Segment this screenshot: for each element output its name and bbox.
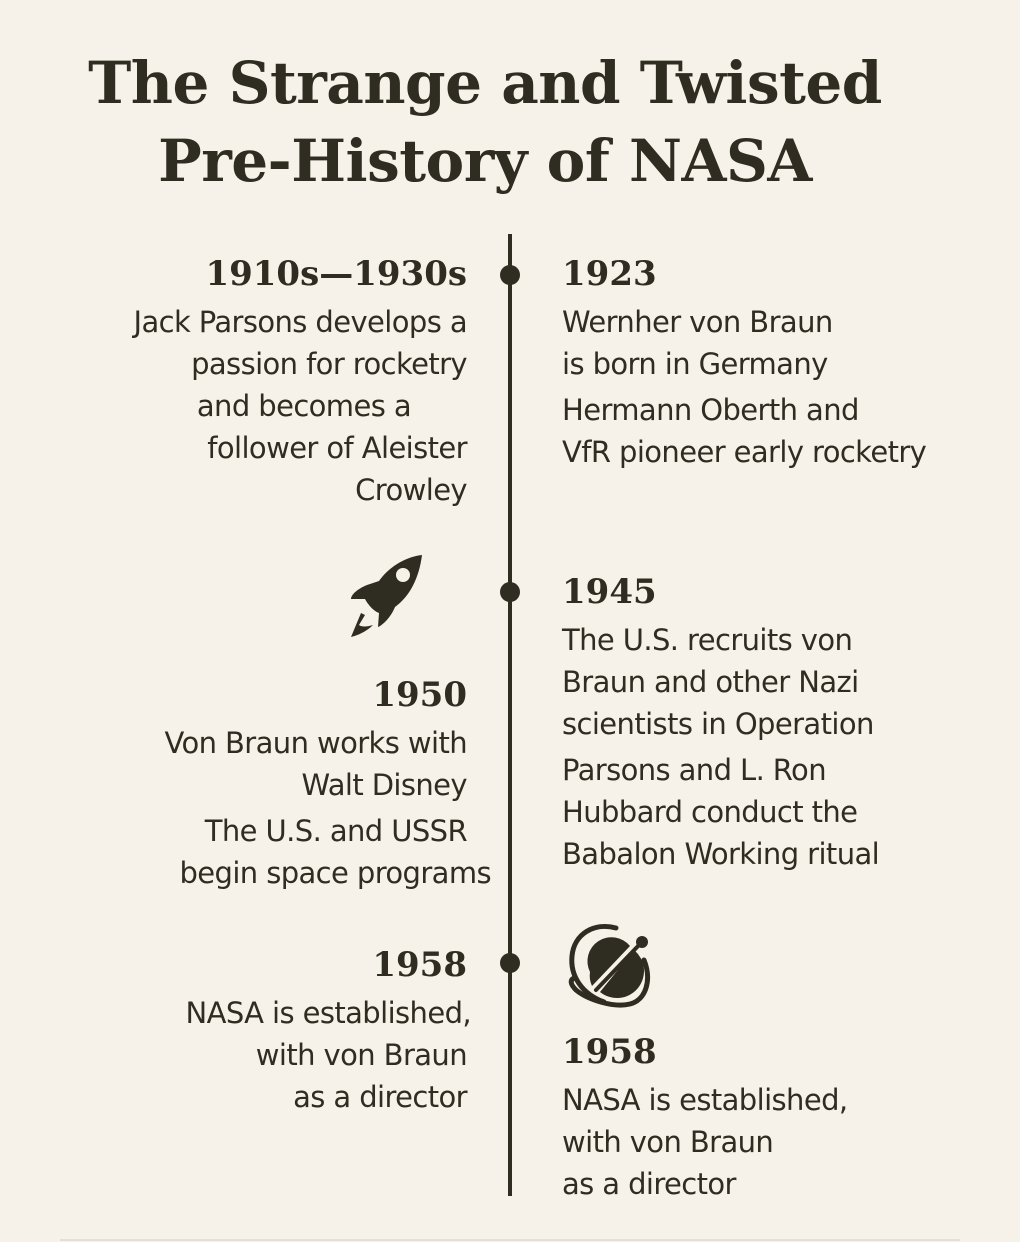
desc-line: scientists in Operation bbox=[562, 707, 874, 741]
title-line-1: The Strange and Twisted bbox=[88, 49, 882, 117]
desc-line: NASA is established, bbox=[185, 996, 471, 1030]
desc-line: passion for rocketry bbox=[191, 347, 467, 381]
event-1923 bbox=[562, 253, 926, 473]
desc-line: Hubbard conduct the bbox=[562, 795, 858, 829]
desc-line: The U.S. and USSR bbox=[204, 814, 467, 848]
desc-line: Crowley bbox=[355, 473, 467, 507]
event-description bbox=[562, 301, 926, 473]
desc-line: is born in Germany bbox=[562, 347, 828, 381]
event-1945 bbox=[562, 571, 879, 875]
timeline-axis bbox=[508, 234, 512, 1196]
page-title bbox=[0, 44, 970, 200]
desc-line: Wernher von Braun bbox=[562, 305, 833, 339]
desc-line: as a director bbox=[562, 1167, 736, 1201]
event-description bbox=[562, 619, 879, 875]
event-description bbox=[134, 301, 467, 511]
timeline-dot-1945 bbox=[500, 582, 520, 602]
event-year: 1945 bbox=[562, 572, 657, 612]
planet-orbit-icon bbox=[560, 920, 660, 1010]
desc-line: Jack Parsons develops a bbox=[133, 305, 467, 339]
event-description bbox=[164, 722, 491, 894]
desc-line: Babalon Working ritual bbox=[562, 837, 880, 871]
event-description bbox=[185, 992, 471, 1118]
event-year: 1923 bbox=[562, 254, 657, 294]
event-1958-left bbox=[185, 944, 471, 1118]
bottom-divider bbox=[60, 1239, 960, 1241]
desc-line: VfR pioneer early rocketry bbox=[562, 435, 927, 469]
title-line-2: Pre-History of NASA bbox=[158, 127, 812, 195]
timeline-dot-1958 bbox=[500, 953, 520, 973]
desc-line: NASA is established, bbox=[562, 1083, 848, 1117]
desc-line: with von Braun bbox=[255, 1038, 467, 1072]
timeline-dot-1923 bbox=[500, 265, 520, 285]
desc-line: as a director bbox=[293, 1080, 467, 1114]
desc-line: Braun and other Nazi bbox=[562, 665, 859, 699]
event-1958-right bbox=[562, 1031, 848, 1205]
desc-line: begin space programs bbox=[179, 856, 491, 890]
desc-line: and becomes a bbox=[196, 389, 411, 423]
desc-line: Von Braun works with bbox=[164, 726, 467, 760]
desc-line: follower of Aleister bbox=[207, 431, 467, 465]
event-year: 1910s—1930s bbox=[205, 254, 467, 294]
desc-line: Walt Disney bbox=[301, 768, 467, 802]
desc-line: Parsons and L. Ron bbox=[562, 753, 826, 787]
rocket-icon bbox=[345, 553, 427, 643]
desc-line: Hermann Oberth and bbox=[562, 393, 859, 427]
desc-line: with von Braun bbox=[562, 1125, 774, 1159]
event-1950 bbox=[164, 674, 491, 894]
event-1910s-1930s bbox=[134, 253, 467, 511]
event-year: 1958 bbox=[562, 1032, 657, 1072]
event-description bbox=[562, 1079, 848, 1205]
event-year: 1950 bbox=[372, 675, 467, 715]
desc-line: The U.S. recruits von bbox=[562, 623, 853, 657]
event-year: 1958 bbox=[372, 945, 467, 985]
